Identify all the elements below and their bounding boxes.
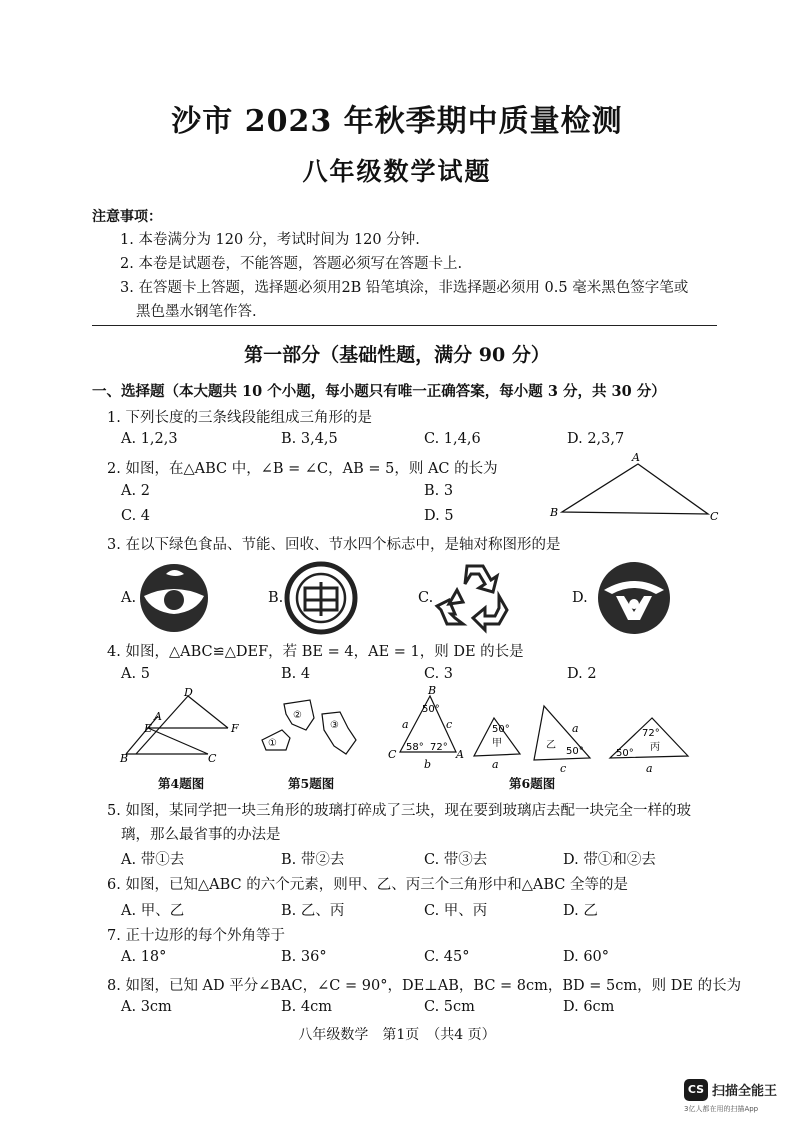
- q3-option-a: A.: [121, 590, 137, 606]
- question-5: 5. 如图，某同学把一块三角形的玻璃打碎成了三块，现在要到玻璃店去配一块完全一样的玻: [107, 803, 691, 819]
- q4-option-d: D. 2: [567, 666, 597, 682]
- fig4-label-f: F: [231, 722, 239, 735]
- q5-option-c: C. 带③去: [424, 852, 488, 868]
- label-a: A: [632, 451, 640, 464]
- q4-option-b: B. 4: [281, 666, 311, 682]
- figure-5-caption: 第5题图: [288, 776, 335, 791]
- q2-option-d: D. 5: [424, 508, 454, 524]
- q6-option-b: B. 乙、丙: [281, 903, 345, 919]
- q2-option-c: C. 4: [121, 508, 151, 524]
- jia-angle: 50°: [492, 724, 510, 735]
- question-6: 6. 如图，已知△ABC 的六个元素，则甲、乙、丙三个三角形中和△ABC 全等的是: [107, 877, 628, 893]
- yi-side-a: a: [572, 722, 579, 735]
- q2-option-b: B. 3: [424, 483, 454, 499]
- fig6-side-b: b: [424, 758, 432, 771]
- q4-option-c: C. 3: [424, 666, 454, 682]
- section-heading: 一、选择题（本大题共 10 个小题，每小题只有唯一正确答案，每小题 3 分，共 30 分）: [92, 383, 666, 400]
- q3-option-b: B.: [268, 590, 284, 606]
- fig6-angle-c: 58°: [406, 742, 424, 753]
- q1-option-c: C. 1,4,6: [424, 431, 481, 447]
- q8-option-c: C. 5cm: [424, 999, 475, 1015]
- question-4: 4. 如图，△ABC≌△DEF，若 BE = 4，AE = 1，则 DE 的长是: [107, 644, 524, 660]
- watermark-name: 扫描全能王: [712, 1084, 778, 1099]
- jia-side: a: [492, 758, 499, 771]
- fig4-label-d: D: [184, 686, 193, 699]
- note-1: 1. 本卷满分为 120 分，考试时间为 120 分钟.: [120, 232, 420, 248]
- q5-option-a: A. 带①去: [121, 852, 185, 868]
- figure-5: [256, 694, 376, 766]
- fig4-label-e: E: [144, 722, 153, 735]
- fig4-label-c: C: [208, 752, 217, 765]
- q7-option-c: C. 45°: [424, 949, 470, 965]
- yi-angle: 50°: [566, 746, 584, 757]
- question-8: 8. 如图，已知 AD 平分∠BAC，∠C = 90°，DE⊥AB，BC = 8cm，BD = 5cm，则 DE 的长为: [107, 978, 742, 994]
- q5-option-b: B. 带②去: [281, 852, 345, 868]
- fig6-label-a: A: [456, 748, 464, 761]
- q8-option-a: A. 3cm: [121, 999, 172, 1015]
- question-3: 3. 在以下绿色食品、节能、回收、节水四个标志中，是轴对称图形的是: [107, 537, 561, 553]
- note-3-cont: 黑色墨水钢笔作答.: [136, 304, 257, 320]
- figure-4-caption: 第4题图: [158, 776, 205, 791]
- question-2: 2. 如图，在△ABC 中，∠B = ∠C，AB = 5，则 AC 的长为: [107, 461, 498, 477]
- figure-6: [384, 684, 704, 776]
- jia-label: 甲: [492, 738, 502, 749]
- fig5-piece-1: ①: [268, 738, 277, 749]
- fig6-label-c: C: [388, 748, 397, 761]
- q1-option-b: B. 3,4,5: [281, 431, 338, 447]
- exam-title: 沙市 2023 年秋季期中质量检测: [171, 104, 623, 139]
- part-title: 第一部分（基础性题，满分 90 分）: [244, 344, 550, 366]
- bing-angle-left: 50°: [616, 748, 634, 759]
- figure-6-caption: 第6题图: [509, 776, 556, 791]
- q7-option-b: B. 36°: [281, 949, 327, 965]
- fig6-label-b: B: [428, 684, 437, 697]
- energy-saving-logo: [283, 560, 359, 636]
- notes-heading: 注意事项：: [92, 209, 162, 225]
- q7-option-d: D. 60°: [563, 949, 610, 965]
- fig6-angle-a: 72°: [430, 742, 448, 753]
- water-saving-logo: [594, 560, 674, 636]
- bing-side: a: [646, 762, 653, 775]
- label-b: B: [550, 506, 559, 519]
- q1-option-a: A. 1,2,3: [121, 431, 178, 447]
- q3-option-d: D.: [572, 590, 588, 606]
- q3-option-c: C.: [418, 590, 434, 606]
- q2-option-a: A. 2: [121, 483, 150, 499]
- fig6-side-a: a: [402, 718, 409, 731]
- green-food-logo: [136, 562, 212, 634]
- recycle-logo: [437, 560, 513, 632]
- question-7: 7. 正十边形的每个外角等于: [107, 928, 285, 944]
- q2-triangle-figure: [548, 452, 728, 522]
- bing-label: 丙: [650, 742, 660, 753]
- q4-option-a: A. 5: [121, 666, 150, 682]
- yi-label: 乙: [546, 740, 556, 751]
- bing-angle-top: 72°: [642, 728, 660, 739]
- q6-option-d: D. 乙: [563, 903, 598, 919]
- figure-4: [118, 688, 248, 768]
- exam-subtitle: 八年级数学试题: [302, 157, 492, 186]
- q1-option-d: D. 2,3,7: [567, 431, 625, 447]
- question-1: 1. 下列长度的三条线段能组成三角形的是: [107, 410, 372, 426]
- q6-option-a: A. 甲、乙: [121, 903, 185, 919]
- fig5-piece-2: ②: [293, 710, 302, 721]
- fig4-label-a: A: [154, 710, 162, 723]
- page-footer: 八年级数学 第1页 （共4 页）: [298, 1027, 496, 1043]
- fig6-angle-b: 50°: [422, 704, 440, 715]
- q8-option-b: B. 4cm: [281, 999, 332, 1015]
- fig4-label-b: B: [120, 752, 129, 765]
- watermark-tagline: 3亿人都在用的扫描App: [684, 1105, 759, 1113]
- divider: [92, 325, 717, 326]
- fig5-piece-3: ③: [330, 720, 339, 731]
- camscanner-logo-icon: CS: [684, 1079, 708, 1101]
- q7-option-a: A. 18°: [121, 949, 167, 965]
- q6-option-c: C. 甲、丙: [424, 903, 488, 919]
- question-5-cont: 璃，那么最省事的办法是: [121, 827, 281, 843]
- note-2: 2. 本卷是试题卷，不能答题，答题必须写在答题卡上.: [120, 256, 463, 272]
- q8-option-d: D. 6cm: [563, 999, 615, 1015]
- q5-option-d: D. 带①和②去: [563, 852, 656, 868]
- fig6-side-c: c: [446, 718, 453, 731]
- label-c: C: [710, 510, 719, 523]
- note-3: 3. 在答题卡上答题，选择题必须用2B 铅笔填涂，非选择题必须用 0.5 毫米黑色签字笔或: [120, 280, 689, 296]
- yi-side-c: c: [560, 762, 567, 775]
